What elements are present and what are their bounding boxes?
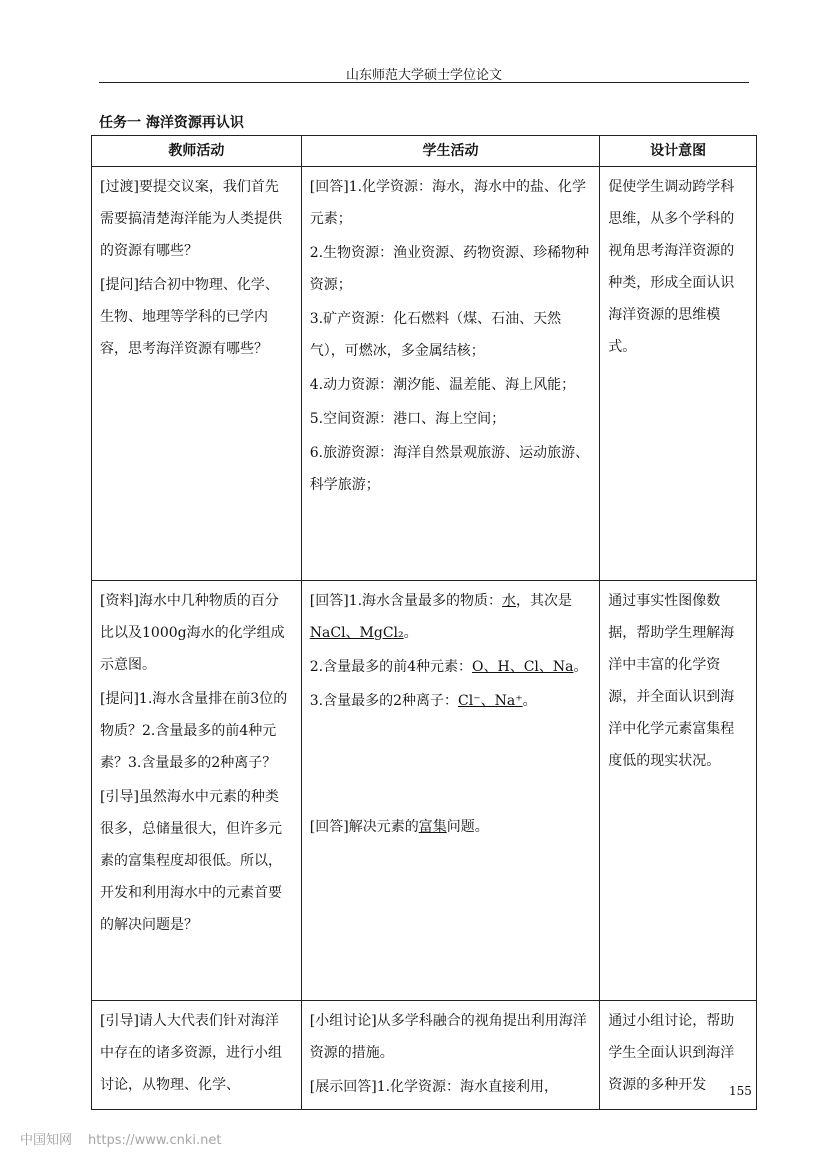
header-teacher: 教师活动 (92, 136, 302, 167)
student-text: 2.生物资源：渔业资源、药物资源、珍稀物种资源； (309, 245, 590, 293)
teacher-cell (92, 581, 302, 1001)
answer-underlined: NaCl、MgCl₂ (309, 625, 404, 641)
answer-underlined: Cl⁻、Na⁺ (458, 693, 523, 709)
answer-text: 。 (403, 625, 418, 641)
watermark-brand: 中国知网 (20, 1133, 73, 1148)
answer-underlined: 富集 (418, 819, 447, 835)
answer-text: 问题。 (446, 819, 489, 835)
answer-text: [回答]1.海水含量最多的物质： (309, 593, 503, 609)
header-intent: 设计意图 (600, 136, 757, 167)
task-title: 任务一 海洋资源再认识 (99, 115, 244, 131)
table-row (92, 581, 757, 1001)
answer-text: 。 (522, 693, 537, 709)
student-answer-3 (310, 685, 591, 717)
teacher-cell (92, 167, 302, 581)
teacher-text: [引导]虽然海水中元素的种类很多，总储量很大，但许多元素的富集程度却很低。所以，开发和利用海水中的元素首要的解决问题是？ (100, 789, 282, 933)
answer-text: 。 (573, 659, 588, 675)
table-row (92, 167, 757, 581)
answer-underlined: O、H、Cl、Na (472, 659, 574, 675)
answer-text: 2.含量最多的前4种元素： (309, 659, 473, 675)
answer-text: [回答]解决元素的 (309, 819, 419, 835)
student-text: [回答]1.化学资源：海水，海水中的盐、化学元素； (309, 179, 587, 227)
teacher-text: [资料]海水中几种物质的百分比以及1000g海水的化学组成示意图。 (100, 593, 285, 673)
teacher-text: [提问]1.海水含量排在前3位的物质？2.含量最多的前4种元素？3.含量最多的2种离子？ (100, 691, 288, 771)
teacher-text: [提问]结合初中物理、化学、生物、地理等学科的已学内容，思考海洋资源有哪些？ (100, 277, 279, 357)
intent-cell: 促使学生调动跨学科思维，从多个学科的视角思考海洋资源的种类，形成全面认识海洋资源的思维模式。 (600, 167, 757, 581)
answer-underlined: 水 (502, 593, 517, 609)
watermark-url: https://www.cnki.net (88, 1133, 222, 1148)
student-answer-1 (310, 585, 591, 649)
student-text: [小组讨论]从多学科融合的视角提出利用海洋资源的措施。 (309, 1013, 587, 1061)
teacher-text: [过渡]要提交议案，我们首先需要搞清楚海洋能为人类提供的资源有哪些？ (100, 179, 282, 259)
intent-cell: 通过事实性图像数据，帮助学生理解海洋中丰富的化学资源，并全面认识到海洋中化学元素富集程度低的现实状况。 (600, 581, 757, 1001)
student-text: [展示回答]1.化学资源：海水直接利用， (309, 1079, 559, 1095)
student-text: 6.旅游资源：海洋自然景观旅游、运动旅游、科学旅游； (309, 445, 590, 493)
answer-text: ，其次是 (516, 593, 573, 609)
spacer (310, 719, 591, 811)
student-text: 5.空间资源：港口、海上空间； (309, 411, 506, 427)
student-cell (301, 581, 599, 1001)
header-student: 学生活动 (301, 136, 599, 167)
student-answer-2 (310, 651, 591, 683)
running-header: 山东师范大学硕士学位论文 (345, 68, 502, 83)
student-text: 3.矿产资源：化石燃料（煤、石油、天然气），可燃冰，多金属结核； (309, 311, 562, 359)
student-cell (301, 167, 599, 581)
activity-table (91, 135, 757, 1110)
intent-cell: 通过小组讨论，帮助学生全面认识到海洋资源的多种开发 (600, 1001, 757, 1110)
teacher-cell: [引导]请人大代表们针对海洋中存在的诸多资源，进行小组讨论，从物理、化学、 (92, 1001, 302, 1110)
page-number: 155 (729, 1084, 752, 1098)
watermark (20, 1129, 221, 1148)
student-answer-4 (310, 811, 591, 843)
answer-text: 3.含量最多的2种离子： (309, 693, 459, 709)
student-cell (301, 1001, 599, 1110)
table-header-row (92, 136, 757, 167)
student-text: 4.动力资源：潮汐能、温差能、海上风能； (309, 377, 576, 393)
header-rule (99, 82, 749, 83)
table-row (92, 1001, 757, 1110)
